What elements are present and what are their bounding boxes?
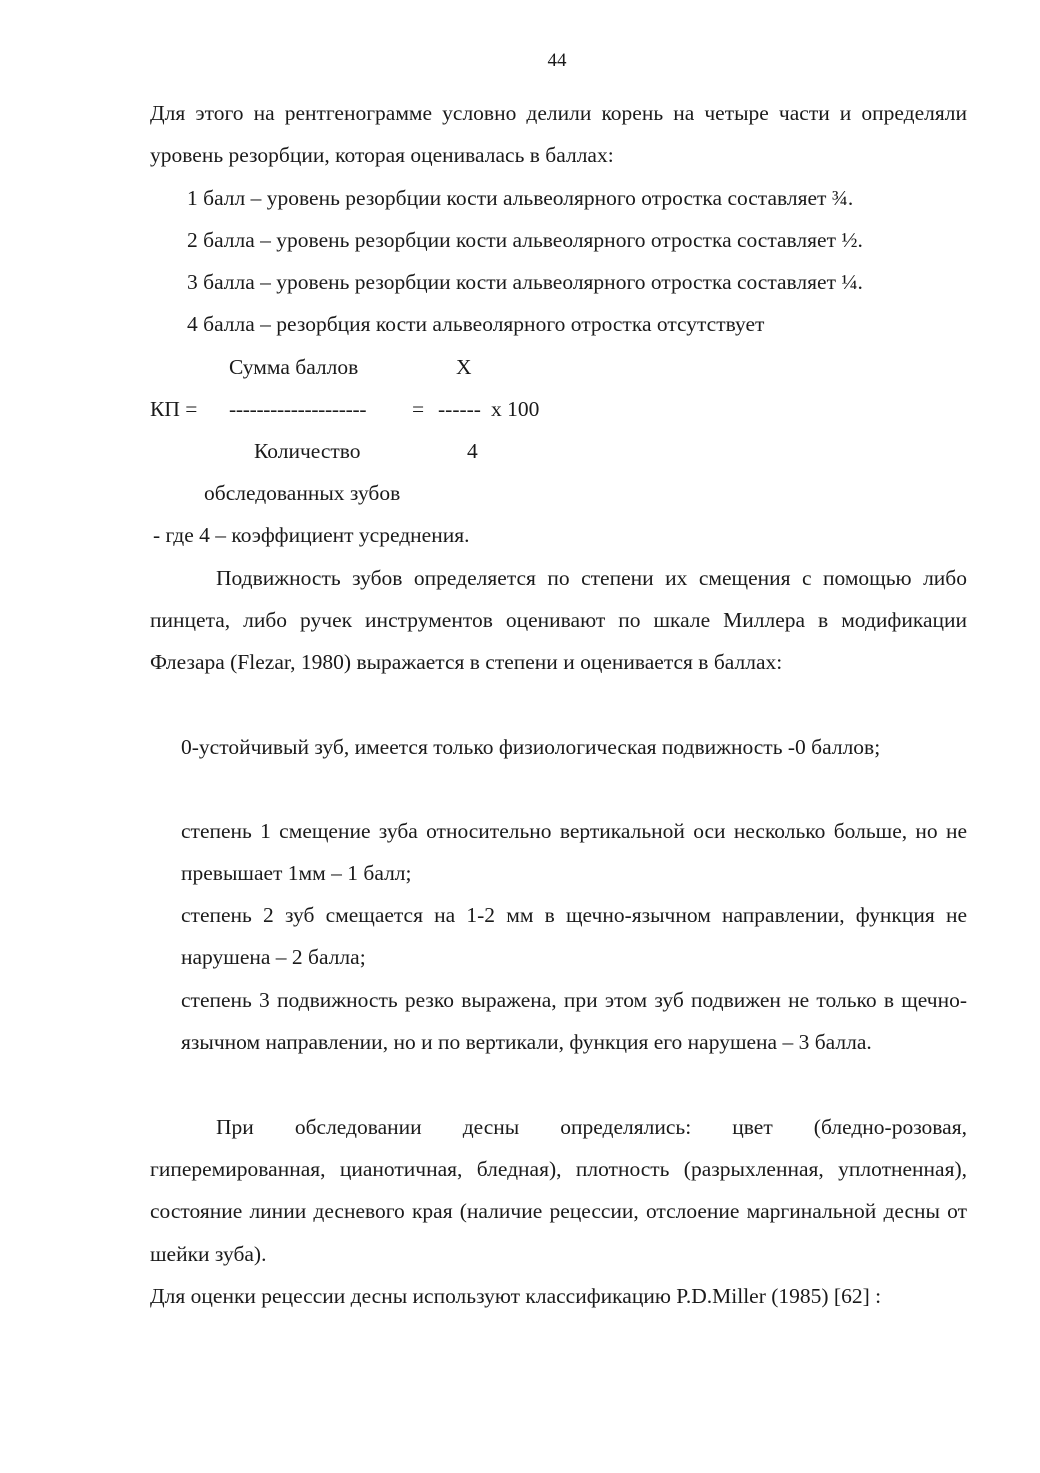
where-note: - где 4 – коэффициент усреднения. xyxy=(153,523,470,547)
mobility-item: степень 2 зуб смещается на 1-2 мм в щечно-язычном направлении, функция не нарушена – 2 балла; xyxy=(181,903,967,970)
formula-lhs: КП = xyxy=(150,397,198,421)
score-item: 4 балла – резорбция кости альвеолярного отростка отсутствует xyxy=(187,312,765,336)
paragraph-gingiva: При обследовании десны определялись: цвет (бледно-розовая, гиперемированная, цианотичная, бледная), плотность (разрыхленная, уплотненная), состояние линии десневого края (наличие рецессии, отслоение маргинальной десны от шейки зуба). xyxy=(150,1115,967,1266)
mobility-item: степень 1 смещение зуба относительно вертикальной оси несколько больше, но не превышает 1мм – 1 балл; xyxy=(181,819,967,886)
formula-short-bar: ------ xyxy=(438,397,481,421)
mobility-item: степень 3 подвижность резко выражена, при этом зуб подвижен не только в щечно-язычном направлении, но и по вертикали, функция его нарушена – 3 балла. xyxy=(181,988,967,1055)
formula-four: 4 xyxy=(467,439,478,463)
page-number: 44 xyxy=(547,50,567,71)
formula-denominator-2: обследованных зубов xyxy=(204,481,401,505)
formula-denominator-1: Количество xyxy=(254,439,361,463)
formula-x: Х xyxy=(456,355,472,379)
paragraph-mobility: Подвижность зубов определяется по степени их смещения с помощью либо пинцета, либо ручек инструментов оценивают по шкале Миллера в модификации Флезара (Flezar, 1980) выражается в степени и оценивается в баллах: xyxy=(150,566,967,675)
formula-numerator: Сумма баллов xyxy=(229,355,359,379)
score-item: 1 балл – уровень резорбции кости альвеолярного отростка составляет ¾. xyxy=(187,186,854,210)
mobility-item: 0-устойчивый зуб, имеется только физиологическая подвижность -0 баллов; xyxy=(181,735,881,759)
score-item: 3 балла – уровень резорбции кости альвеолярного отростка составляет ¼. xyxy=(187,270,863,294)
paragraph-radiograph: Для этого на рентгенограмме условно делили корень на четыре части и определяли уровень резорбции, которая оценивалась в баллах: xyxy=(150,101,967,168)
formula-equals: = xyxy=(412,397,425,421)
formula-fraction-bar: -------------------- xyxy=(229,397,367,421)
paragraph-recession: Для оценки рецессии десны используют классификацию P.D.Miller (1985) [62] : xyxy=(150,1284,882,1308)
score-item: 2 балла – уровень резорбции кости альвеолярного отростка составляет ½. xyxy=(187,228,863,252)
formula-times-100: х 100 xyxy=(491,397,540,421)
